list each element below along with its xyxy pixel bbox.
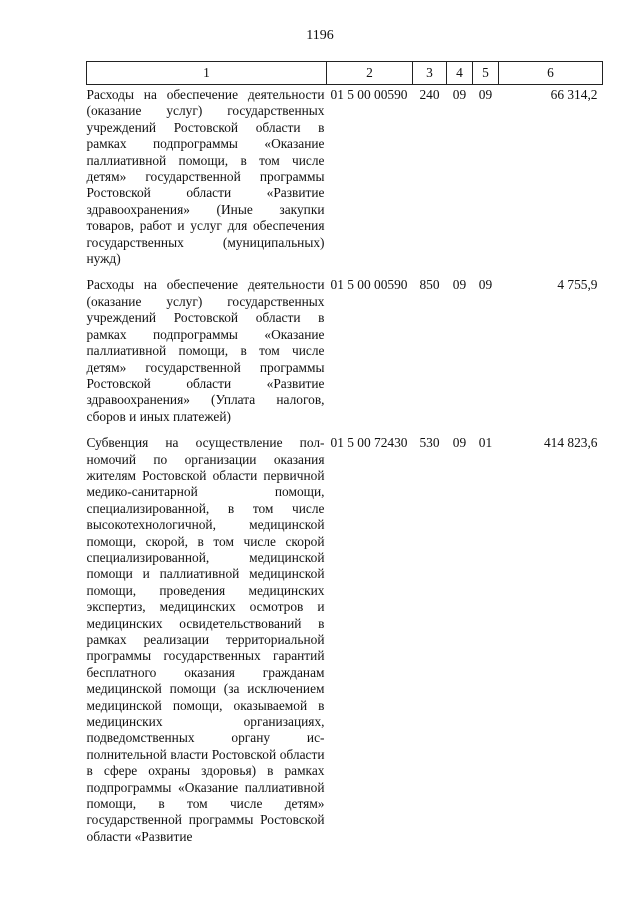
row-expense-type: 240 (419, 87, 440, 102)
budget-table (86, 61, 603, 853)
row-description: Расходы на обеспечение деятельности (оказание услуг) государственных учреждений Ростовской области в рамках подпрограммы «Оказание паллиативной помощи, в том числе детям» государственной программы Ростовской области «Развитие здравоохранения» (Уплата налогов, сборов и иных платежей) (86, 277, 325, 424)
row-expense-type: 850 (419, 277, 440, 293)
header-cell-amount: 6 (499, 62, 603, 85)
row-subsection: 09 (478, 277, 493, 293)
row-description: Субвенция на осуществление полномочий по организации оказания жителям Ростовской области первичной медико-санитарной помощи, специализированной, в том числе высокотехнологичной, медицинской помощи, скорой, в том числе скорой специализированной, медицинской помощи и паллиативной медицинской помощи, проведения медицинских экспертиз, медицинских осмотров и медицинских освидетельствований в рамках реализации территориальной программы государственных гарантий бесплатного оказания гражданам медицинской помощи (за исключением медицинской помощи, оказываемой в медицинских организациях, подведомственных органу исполнительной власти Ростовской области в сфере охраны здоровья) в рамках подпрограммы «Оказание паллиативной помощи, в том числе детям» государственной программы Ростовской области «Развитие (86, 435, 325, 844)
row-section: 09 (452, 277, 467, 293)
header-cell-target-code: 2 (327, 62, 413, 85)
table-header-row (87, 62, 603, 85)
page-number: 1196 (306, 28, 334, 43)
row-target-code: 01 5 00 00590 (330, 277, 408, 293)
header-cell-section: 4 (447, 62, 473, 85)
header-cell-subsection: 5 (473, 62, 499, 85)
table-row (87, 433, 603, 853)
row-description: Расходы на обеспечение деятельности (оказание услуг) государственных учреждений Ростовской области в рамках подпрограммы «Оказание паллиативной помощи, в том числе детям» государственной программы Ростовской области «Развитие здравоохранения» (Иные закупки товаров, работ и услуг для обеспечения государственных (муниципальных) нужд) (86, 87, 325, 267)
row-expense-type: 530 (419, 435, 440, 451)
row-target-code: 01 5 00 72430 (330, 435, 408, 451)
row-amount: 4 755,9 (557, 277, 598, 293)
row-section: 09 (452, 87, 467, 102)
row-section: 09 (452, 435, 467, 451)
row-target-code: 01 5 00 00590 (330, 87, 408, 102)
row-subsection: 01 (478, 435, 493, 451)
row-subsection: 09 (478, 87, 493, 102)
table-row (87, 85, 603, 276)
row-amount: 414 823,6 (543, 435, 598, 451)
header-cell-description: 1 (87, 62, 327, 85)
table-row (87, 275, 603, 433)
row-amount: 66 314,2 (550, 87, 598, 102)
header-cell-expense-type: 3 (413, 62, 447, 85)
